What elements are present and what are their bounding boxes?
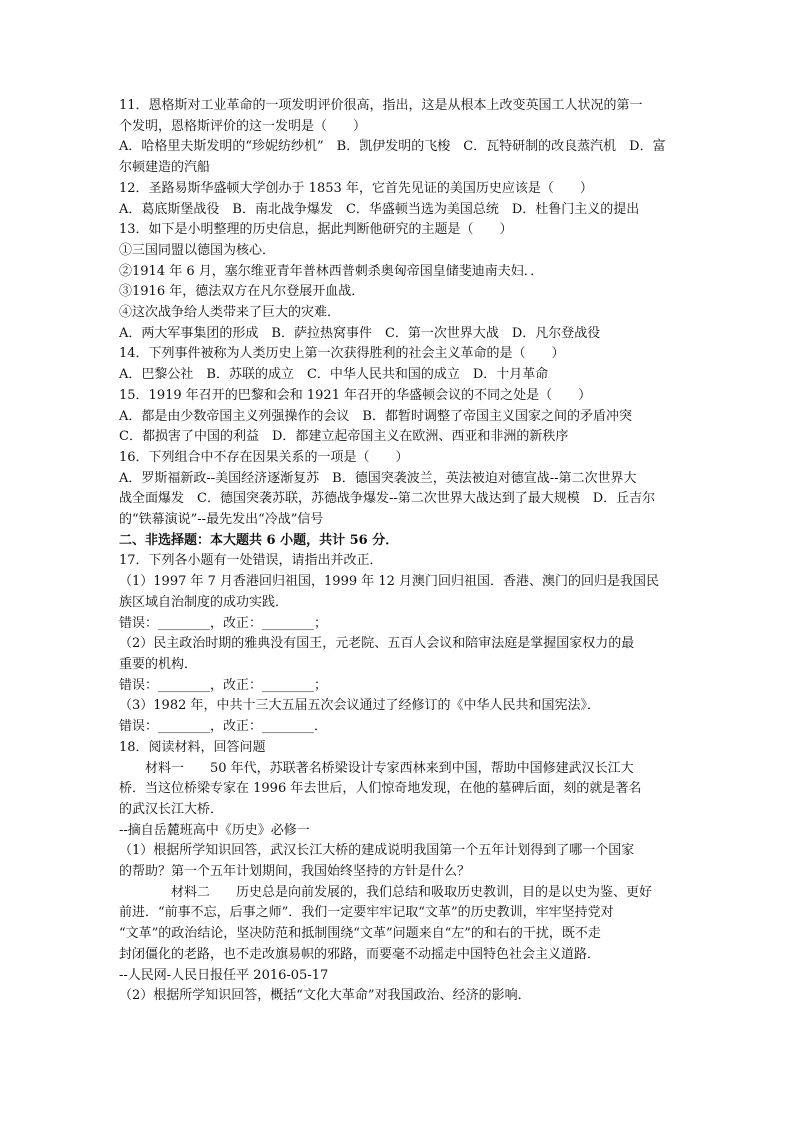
text-line: 16．下列组合中不存在因果关系的一项是（ ） <box>119 449 409 465</box>
text-line: 11．恩格斯对工业革命的一项发明评价很高，指出，这是从根本上改变英国工人状况的第一 <box>119 98 643 113</box>
text-line: （1）1997 年 7 月香港回归祖国，1999 年 12 月澳门回归祖国．香港、澳门的回归是我国民 <box>119 574 660 590</box>
text-line: 战全面爆发 C．德国突袭苏联，苏德战争爆发--第二次世界大战达到了最大规模 D．丘吉尔 <box>119 491 656 507</box>
text-line: 尔顿建造的汽船 <box>119 160 211 176</box>
text-line: （2）根据所学知识回答，概括“文化大革命”对我国政治、经济的影响． <box>119 988 531 1004</box>
text-line: 18．阅读材料，回答问题 <box>119 739 266 755</box>
text-line: --人民网-人民日报任平 2016-05-17 <box>119 967 329 983</box>
text-line: A．罗斯福新政--美国经济逐渐复苏 B．德国突袭波兰，英法被迫对德宣战--第二次世界大 <box>119 470 637 486</box>
text-line: 的武汉长江大桥． <box>119 801 224 817</box>
text-line: 15．1919 年召开的巴黎和会和 1921 年召开的华盛顿会议的不同之处是（ ） <box>119 387 592 403</box>
text-line: 重要的机构． <box>119 656 198 672</box>
text-line: --摘自岳麓班高中《历史》必修一 <box>119 822 310 838</box>
text-line: “文革”的政治结论，坚决防范和抵制围绕“文革”问题来自“左”的和右的干扰，既不走 <box>119 926 601 942</box>
text-line: 族区域自治制度的成功实践． <box>119 594 289 610</box>
text-line: 17．下列各小题有一处错误，请指出并改正． <box>119 553 383 569</box>
text-line: 材料一 50 年代，苏联著名桥梁设计专家西林来到中国，帮助中国修建武汉长江大 <box>145 760 634 776</box>
text-line: 13．如下是小明整理的历史信息，据此判断他研究的主题是（ ） <box>119 222 513 238</box>
text-line: C．都损害了中国的利益 D．都建立起帝国主义在欧洲、西亚和非洲的新秩序 <box>119 429 569 445</box>
text-line: ④这次战争给人类带来了巨大的灾难． <box>119 305 341 321</box>
text-line: （2）民主政治时期的雅典没有国王，元老院、五百人会议和陪审法庭是掌握国家权力的最 <box>119 636 635 652</box>
text-line: 个发明，恩格斯评价的这一发明是（ ） <box>119 118 367 134</box>
text-line: A．都是由少数帝国主义列强操作的会议 B．都暂时调整了帝国主义国家之间的矛盾冲突 <box>119 408 632 424</box>
text-line: 12．圣路易斯华盛顿大学创办于 1853 年，它首先见证的美国历史应该是（ ） <box>119 180 593 196</box>
text-line: 错误：________，改正：________． <box>119 719 328 735</box>
text-line: A．两大军事集团的形成 B．萨拉热窝事件 C．第一次世界大战 D．凡尔登战役 <box>119 325 601 341</box>
text-line: 的“铁幕演说”--最先发出“冷战”信号 <box>119 512 324 528</box>
text-line: 14．下列事件被称为人类历史上第一次获得胜利的社会主义革命的是（ ） <box>119 346 565 362</box>
text-line: ①三国同盟以德国为核心． <box>119 242 276 258</box>
text-line: ②1914 年 6 月，塞尔维亚青年普林西普刺杀奥匈帝国皇储斐迪南夫妇．． <box>119 263 544 279</box>
text-line: 材料二 历史总是向前发展的，我们总结和吸取历史教训，目的是以史为鉴、更好 <box>171 884 653 900</box>
text-line: A．哈格里夫斯发明的“珍妮纺纱机” B．凯伊发明的飞梭 C．瓦特研制的改良蒸汽机 D．富 <box>119 139 666 155</box>
text-line: 的帮助？第一个五年计划期间，我国始终坚持的方针是什么？ <box>119 864 471 880</box>
text-line: （1）根据所学知识回答，武汉长江大桥的建成说明我国第一个五年计划得到了哪一个国家 <box>119 843 635 859</box>
text-line: 封闭僵化的老路，也不走改旗易帜的邪路，而要毫不动摇走中国特色社会主义道路． <box>119 946 601 962</box>
text-line: A．葛底斯堡战役 B．南北战争爆发 C．华盛顿当选为美国总统 D．杜鲁门主义的提出 <box>119 201 640 217</box>
text-line: 前进．“前事不忘，后事之师”．我们一定要牢牢记取“文革”的历史教训，牢牢坚持党对 <box>119 905 614 921</box>
text-line: 错误：________，改正：________； <box>119 615 328 631</box>
text-line: 桥．当这位桥梁专家在 1996 年去世后，人们惊奇地发现，在他的墓碑后面，刻的就是著名 <box>119 781 642 797</box>
text-line: 错误：________，改正：________； <box>119 677 328 693</box>
text-line: 二、非选择题：本大题共 6 小题，共计 56 分． <box>119 532 399 548</box>
text-line: （3）1982 年，中共十三大五届五次会议通过了经修订的《中华人民共和国宪法》． <box>119 698 600 714</box>
document-page <box>119 96 681 1007</box>
text-line: ③1916 年，德法双方在凡尔登展开血战． <box>119 284 365 300</box>
text-line: A．巴黎公社 B．苏联的成立 C．中华人民共和国的成立 D．十月革命 <box>119 367 549 383</box>
